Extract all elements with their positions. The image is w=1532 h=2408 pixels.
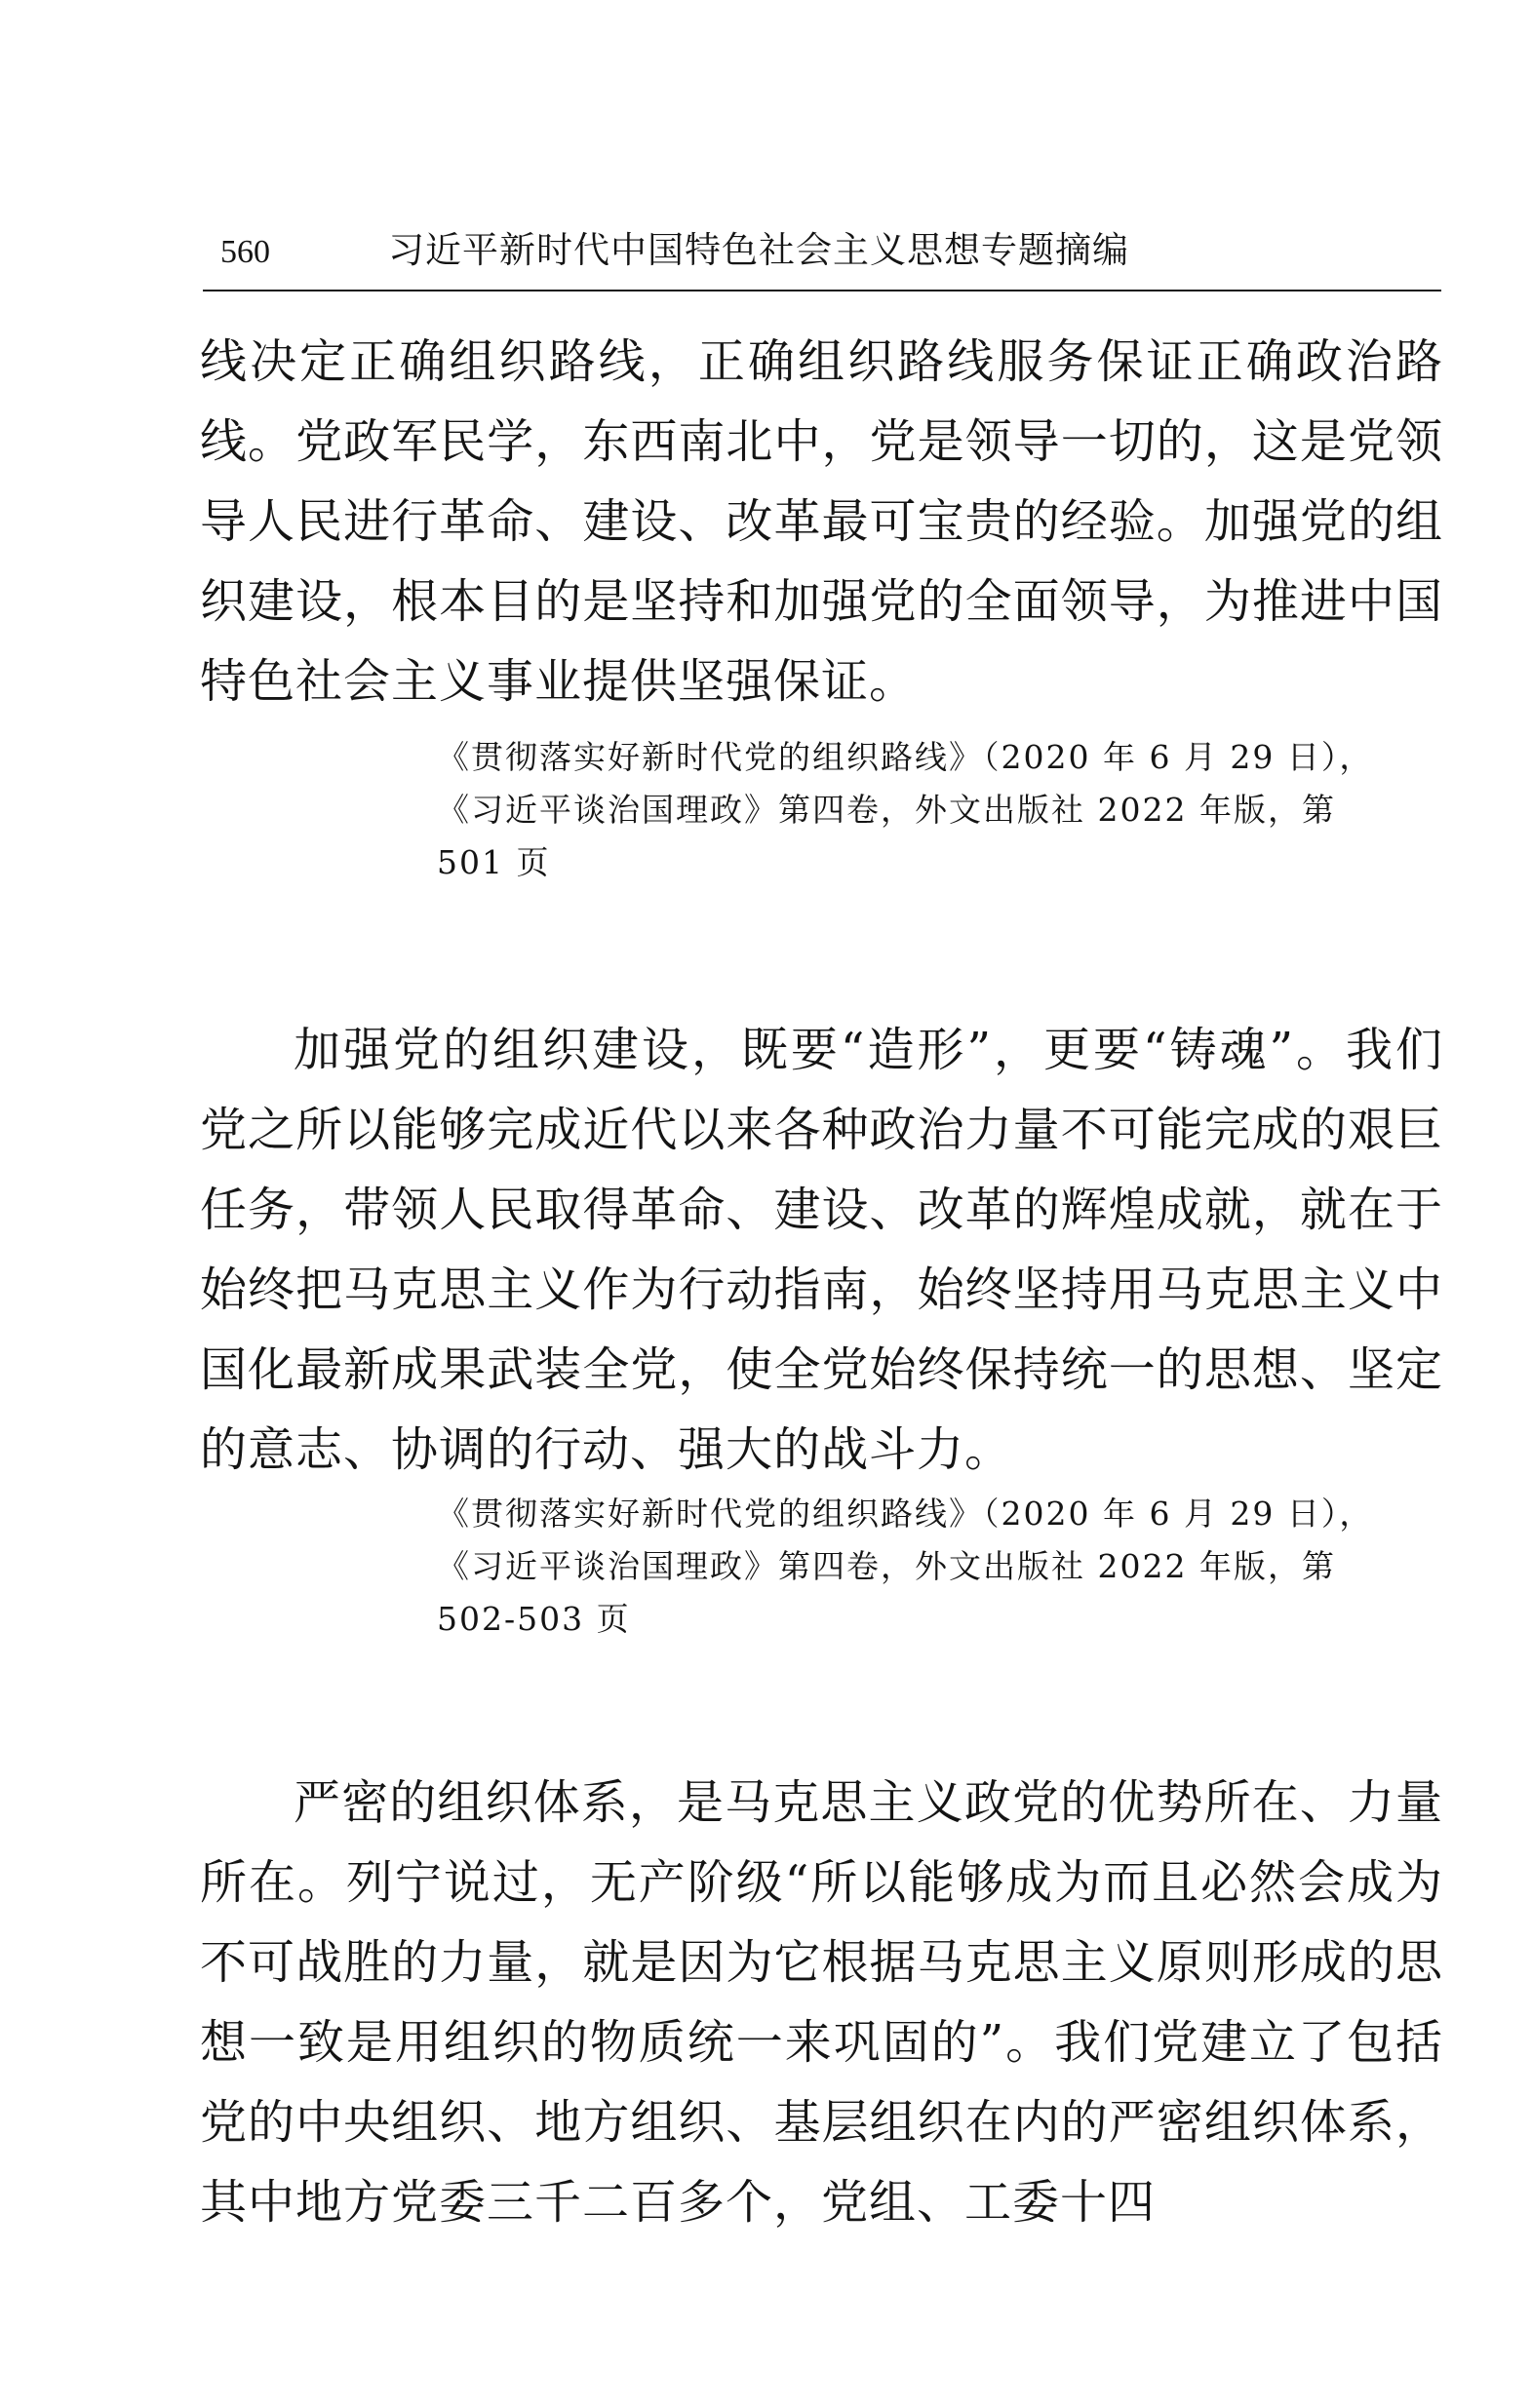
citation-1-line-1: 《贯彻落实好新时代党的组织路线》（2020 年 6 月 29 日）， <box>437 738 1374 776</box>
citation-2 <box>437 1488 1441 1646</box>
citation-1 <box>437 731 1441 889</box>
page-header <box>203 219 1441 291</box>
running-title: 习近平新时代中国特色社会主义思想专题摘编 <box>388 229 1129 271</box>
paragraph-1-block <box>200 322 1443 721</box>
citation-2-line-3: 502-503 页 <box>437 1600 631 1638</box>
page-number: 560 <box>220 234 270 270</box>
paragraph-3-block <box>200 1763 1443 2242</box>
citation-1-line-2: 《习近平谈治国理政》第四卷，外文出版社 2022 年版，第 <box>437 791 1336 829</box>
citation-2-line-2: 《习近平谈治国理政》第四卷，外文出版社 2022 年版，第 <box>437 1547 1336 1585</box>
paragraph-1: 线决定正确组织路线，正确组织路线服务保证正确政治路线。党政军民学，东西南北中，党是领导一切的，这是党领导人民进行革命、建设、改革最可宝贵的经验。加强党的组织建设，根本目的是坚持和加强党的全面领导，为推进中国特色社会主义事业提供坚强保证。 <box>200 334 1443 709</box>
paragraph-2-block <box>200 1010 1443 1490</box>
citation-1-line-3: 501 页 <box>437 843 551 881</box>
paragraph-3: 严密的组织体系，是马克思主义政党的优势所在、力量所在。列宁说过，无产阶级“所以能够成为而且必然会成为不可战胜的力量，就是因为它根据马克思主义原则形成的思想一致是用组织的物质统一来巩固的”。我们党建立了包括党的中央组织、地方组织、基层组织在内的严密组织体系，其中地方党委三千二百多个，党组、工委十四 <box>200 1775 1443 2230</box>
citation-2-line-1: 《贯彻落实好新时代党的组织路线》（2020 年 6 月 29 日）， <box>437 1495 1374 1533</box>
paragraph-2: 加强党的组织建设，既要“造形”，更要“铸魂”。我们党之所以能够完成近代以来各种政治力量不可能完成的艰巨任务，带领人民取得革命、建设、改革的辉煌成就，就在于始终把马克思主义作为行动指南，始终坚持用马克思主义中国化最新成果武装全党，使全党始终保持统一的思想、坚定的意志、协调的行动、强大的战斗力。 <box>200 1023 1443 1477</box>
